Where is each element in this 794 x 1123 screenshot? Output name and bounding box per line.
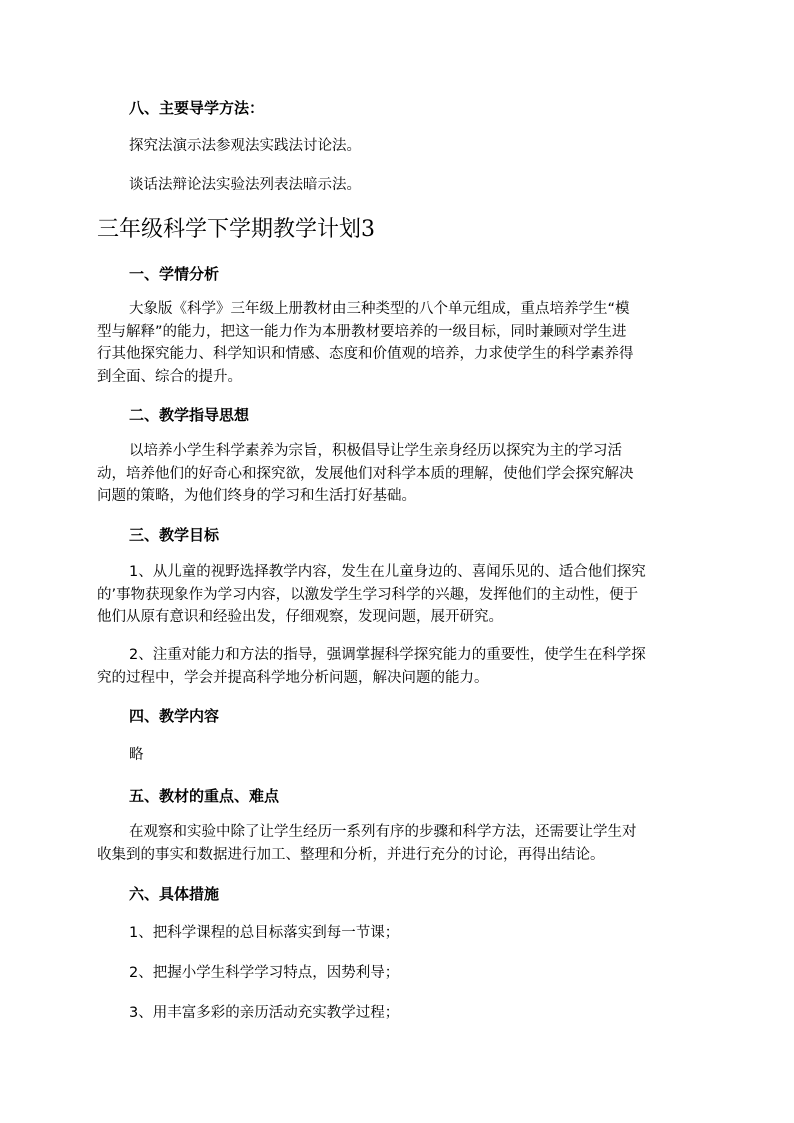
section-8-line-2: 谈话法辩论法实验法列表法暗示法。 [129, 177, 361, 193]
section-8-line-1: 探究法演示法参观法实践法讨论法。 [129, 138, 361, 154]
section-4-heading: 四、教学内容 [129, 707, 220, 725]
paragraph-line: 问题的策略，为他们终身的学习和生活打好基础。 [97, 488, 416, 504]
paragraph-line: 1、从儿童的视野选择教学内容，发生在儿童身边的、喜闻乐见的、适合他们探究 [129, 564, 646, 580]
section-8-heading: 八、主要导学方法： [129, 99, 265, 117]
section-6-item-1: 1、把科学课程的总目标落实到每一节课； [129, 925, 400, 941]
paragraph-line: 收集到的事实和数据进行加工、整理和分析，并进行充分的讨论，再得出结论。 [97, 846, 605, 863]
paragraph-line: 大象版《科学》三年级上册教材由三种类型的八个单元组成，重点培养学生“模 [129, 301, 630, 317]
plan-3-title: 三年级科学下学期教学计划3 [97, 217, 375, 242]
paragraph-line: 究的过程中，学会并提高科学地分析问题，解决问题的能力。 [97, 669, 489, 686]
section-1-paragraph [97, 298, 697, 388]
paragraph-line: 他们从原有意识和经验出发，仔细观察，发现问题，展开研究。 [97, 609, 503, 625]
section-3-paragraph-2 [97, 644, 697, 689]
paragraph-line: 的’事物获现象作为学习内容，以激发学生学习科学的兴趣，发挥他们的主动性，便于 [97, 586, 639, 603]
section-3-paragraph-1 [97, 561, 697, 629]
section-2-heading: 二、教学指导思想 [129, 406, 250, 424]
section-2-paragraph [97, 440, 697, 508]
section-4-text: 略 [129, 747, 144, 763]
section-5-heading: 五、教材的重点、难点 [129, 787, 280, 805]
paragraph-line: 到全面、综合的提升。 [97, 368, 242, 385]
section-6-item-2: 2、把握小学生科学学习特点，因势利导； [129, 965, 400, 981]
section-3-heading: 三、教学目标 [129, 526, 220, 544]
paragraph-line: 动，培养他们的好奇心和探究欲，发展他们对科学本质的理解，使他们学会探究解决 [97, 465, 634, 482]
paragraph-line: 2、注重对能力和方法的指导，强调掌握科学探究能力的重要性，使学生在科学探 [129, 647, 646, 663]
paragraph-line: 型与解释”的能力，把这一能力作为本册教材要培养的一级目标，同时兼顾对学生进 [97, 323, 627, 340]
paragraph-line: 在观察和实验中除了让学生经历一系列有序的步骤和科学方法，还需要让学生对 [129, 824, 637, 840]
section-5-paragraph [97, 821, 697, 866]
section-6-heading: 六、具体措施 [129, 885, 220, 903]
section-6-item-3: 3、用丰富多彩的亲历活动充实教学过程； [129, 1005, 400, 1021]
section-1-heading: 一、学情分析 [129, 265, 220, 283]
paragraph-line: 行其他探究能力、科学知识和情感、态度和价值观的培养，力求使学生的科学素养得 [97, 346, 634, 362]
paragraph-line: 以培养小学生科学素养为宗旨，积极倡导让学生亲身经历以探究为主的学习活 [129, 443, 622, 459]
